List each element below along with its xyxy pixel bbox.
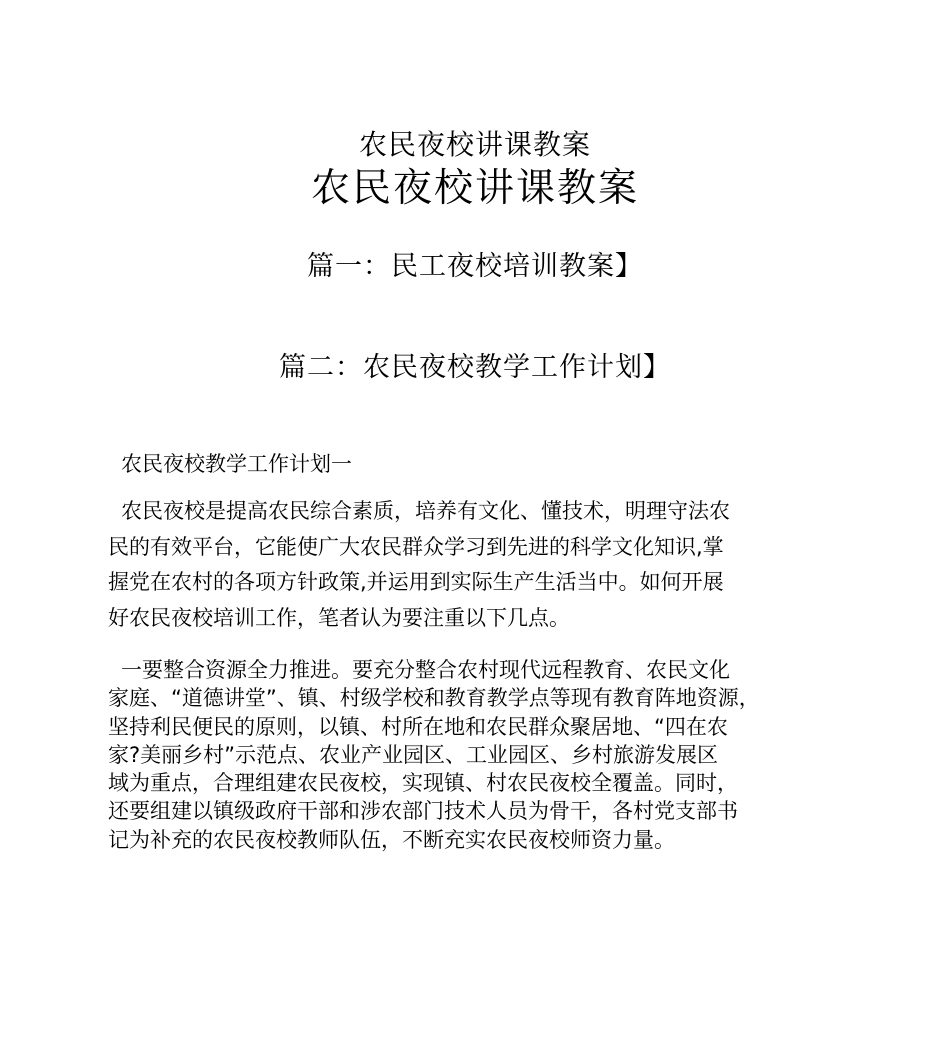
paragraph-2-line-2: 家庭、“道德讲堂”、镇、村级学校和教育教学点等现有教育阵地资源， bbox=[108, 686, 760, 711]
paragraph-2 bbox=[108, 656, 828, 854]
paragraph-2-line-3: 坚持利民便民的原则，以镇、村所在地和农民群众聚居地、“四在农 bbox=[108, 714, 728, 739]
paragraph-1 bbox=[108, 494, 828, 636]
paragraph-1-line-1: 农民夜校是提高农民综合素质，培养有文化、懂技术，明理守法农 bbox=[121, 499, 730, 523]
section-heading-2: 篇二：农民夜校教学工作计划】 bbox=[279, 352, 671, 383]
subheading: 农民夜校教学工作计划一 bbox=[121, 452, 352, 476]
document-main-title: 农民夜校讲课教案 bbox=[310, 166, 639, 211]
section-heading-1: 篇一：民工夜校培训教案】 bbox=[307, 251, 643, 282]
paragraph-1-line-3: 握党在农村的各项方针政策,并运用到实际生产生活当中。如何开展 bbox=[108, 570, 724, 594]
paragraph-1-line-4: 好农民夜校培训工作，笔者认为要注重以下几点。 bbox=[108, 605, 570, 630]
paragraph-1-line-2: 民的有效平台，它能使广大农民群众学习到先进的科学文化知识,掌 bbox=[108, 534, 724, 559]
paragraph-2-line-1: 一要整合资源全力推进。要充分整合农村现代远程教育、农民文化 bbox=[121, 658, 730, 682]
paragraph-2-line-6: 还要组建以镇级政府干部和涉农部门技术人员为骨干，各村党支部书 bbox=[108, 799, 738, 824]
paragraph-2-line-4: 家?美丽乡村”示范点、农业产业园区、工业园区、乡村旅游发展区 bbox=[108, 742, 719, 767]
paragraph-2-line-7: 记为补充的农民夜校教师队伍，不断充实农民夜校师资力量。 bbox=[108, 827, 675, 852]
paragraph-2-line-5: 域为重点，合理组建农民夜校，实现镇、村农民夜校全覆盖。同时， bbox=[108, 771, 738, 796]
document-small-title: 农民夜校讲课教案 bbox=[358, 128, 591, 161]
